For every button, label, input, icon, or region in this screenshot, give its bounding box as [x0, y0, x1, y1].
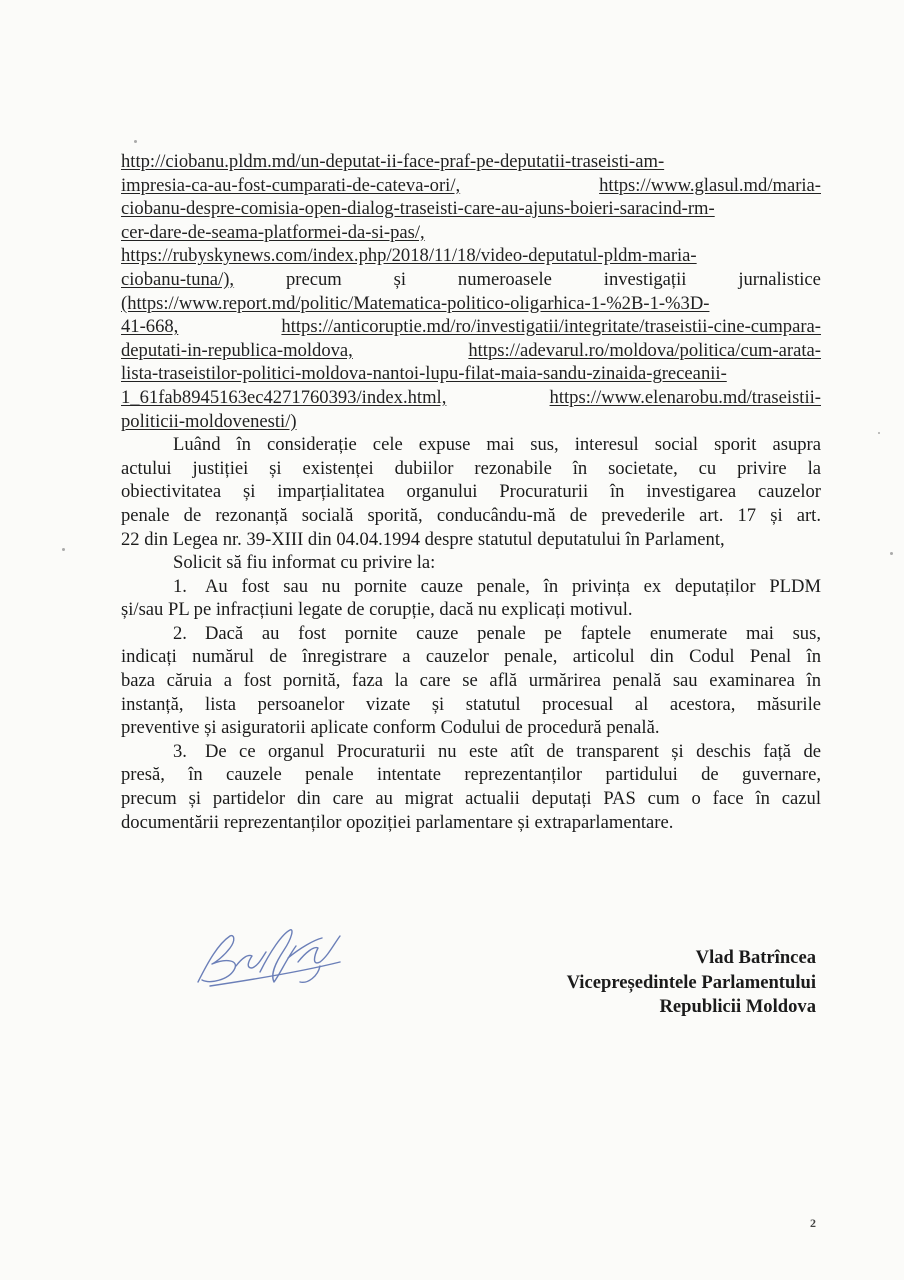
link-line — [121, 197, 821, 221]
link-adevarul-end[interactable]: 1_61fab8945163ec4271760393/index.html, — [121, 386, 447, 408]
link-elenarobu-end[interactable]: politicii-moldovenesti/) — [121, 410, 297, 432]
link-anticoruptie-end[interactable]: deputati-in-republica-moldova, — [121, 339, 353, 361]
text-word: investigații — [603, 268, 687, 290]
link-report-end[interactable]: 41-668, — [121, 316, 179, 338]
list-number: 3. — [173, 740, 187, 762]
link-line — [121, 292, 821, 316]
scan-speck — [878, 432, 880, 434]
list-item-line: presă, în cauzele penale intentate reprezentanților partidului de guvernare, — [121, 764, 821, 786]
link-adevarul[interactable]: https://adevarul.ro/moldova/politica/cum-arata- — [468, 339, 821, 361]
list-item-line: baza căruia a fost pornită, faza la care se află urmărirea penală sau examinarea în — [121, 670, 821, 692]
link-glasul-end[interactable]: cer-dare-de-seama-platformei-da-si-pas/, — [121, 221, 425, 243]
link-rubyskynews-end[interactable]: ciobanu-tuna/), — [121, 268, 235, 290]
list-item-line: documentării reprezentanților opoziției parlamentare și extraparlamentare. — [121, 811, 674, 833]
signatory-institution: Republicii Moldova — [659, 996, 816, 1017]
text-word: precum — [285, 268, 342, 290]
list-number: 2. — [173, 622, 187, 644]
link-ciobanu-pldm-cont[interactable]: impresia-ca-au-fost-cumparati-de-cateva-ori/, — [121, 174, 461, 196]
list-item-line: preventive și asiguratorii aplicate conform Codului de procedură penală. — [121, 717, 660, 739]
paragraph-line: 22 din Legea nr. 39-XIII din 04.04.1994 despre statutul deputatului în Parlament, — [121, 528, 725, 550]
list-item-line: și/sau PL pe infracțiuni legate de corupție, dacă nu explicați motivul. — [121, 599, 633, 621]
link-adevarul-cont[interactable]: lista-traseistilor-politici-moldova-nantoi-lupu-filat-maia-sandu-zinaida-greceanii- — [121, 363, 727, 385]
list-item-line: precum și partidelor din care au migrat actualii deputați PAS cum o face în cazul — [121, 788, 821, 810]
letter-body — [121, 150, 821, 834]
handwritten-signature — [190, 922, 350, 992]
link-report[interactable]: (https://www.report.md/politic/Matematica-politico-oligarhica-1-%2B-1-%3D- — [121, 292, 710, 314]
link-line — [121, 221, 821, 245]
link-line — [121, 362, 821, 386]
list-item-text: Au fost sau nu pornite cauze penale, în privința ex deputaților PLDM — [205, 575, 821, 597]
text-word: și — [393, 268, 407, 290]
link-line — [121, 410, 821, 434]
list-number: 1. — [173, 575, 187, 597]
text-word: numeroasele — [457, 268, 552, 290]
text-word: jurnalistice — [738, 268, 821, 290]
link-line — [121, 339, 821, 363]
request-line: Solicit să fiu informat cu privire la: — [173, 552, 436, 574]
scan-speck — [890, 552, 893, 555]
paragraph-line: Luând în considerație cele expuse mai sus, interesul social sporit asupra — [173, 434, 821, 456]
list-item-1 — [121, 575, 821, 599]
list-item-2 — [121, 622, 821, 646]
link-line — [121, 268, 821, 292]
list-item-text: De ce organul Procuraturii nu este atît de transparent și deschis față de — [205, 740, 821, 762]
signatory-title: Vicepreședintele Parlamentului — [566, 971, 816, 993]
link-glasul-cont[interactable]: ciobanu-despre-comisia-open-dialog-traseisti-care-au-ajuns-boieri-saracind-rm- — [121, 198, 715, 220]
signatory-name: Vlad Batrîncea — [695, 947, 816, 968]
list-item-line: indicați numărul de înregistrare a cauzelor penale, articolul din Codul Penal în — [121, 646, 821, 668]
paragraph-line: obiectivitatea și imparțialitatea organului Procuraturii în investigarea cauzelor — [121, 481, 821, 503]
link-line — [121, 174, 821, 198]
list-item-line: instanță, lista persoanelor vizate și statutul procesual al acestora, măsurile — [121, 693, 821, 715]
scan-speck — [62, 548, 65, 551]
link-line — [121, 150, 821, 174]
link-line — [121, 386, 821, 410]
link-ciobanu-pldm[interactable]: http://ciobanu.pldm.md/un-deputat-ii-face-praf-pe-deputatii-traseisti-am- — [121, 151, 665, 172]
link-line — [121, 315, 821, 339]
link-elenarobu[interactable]: https://www.elenarobu.md/traseistii- — [549, 386, 821, 408]
link-line — [121, 244, 821, 268]
paragraph-line: penale de rezonanță socială sporită, conducându-mă de prevederile art. 17 și art. — [121, 504, 821, 526]
paragraph-line: actului justiției și existenței dubiilor rezonabile în societate, cu privire la — [121, 457, 821, 479]
link-rubyskynews[interactable]: https://rubyskynews.com/index.php/2018/11/18/video-deputatul-pldm-maria- — [121, 245, 697, 267]
list-item-text: Dacă au fost pornite cauze penale pe faptele enumerate mai sus, — [205, 622, 821, 644]
scan-speck — [134, 140, 137, 143]
signature-block — [567, 946, 816, 1020]
page-number: 2 — [810, 1216, 816, 1230]
link-glasul[interactable]: https://www.glasul.md/maria- — [599, 174, 821, 196]
link-anticoruptie[interactable]: https://anticoruptie.md/ro/investigatii/integritate/traseistii-cine-cumpara- — [281, 316, 821, 338]
list-item-3 — [121, 740, 821, 764]
